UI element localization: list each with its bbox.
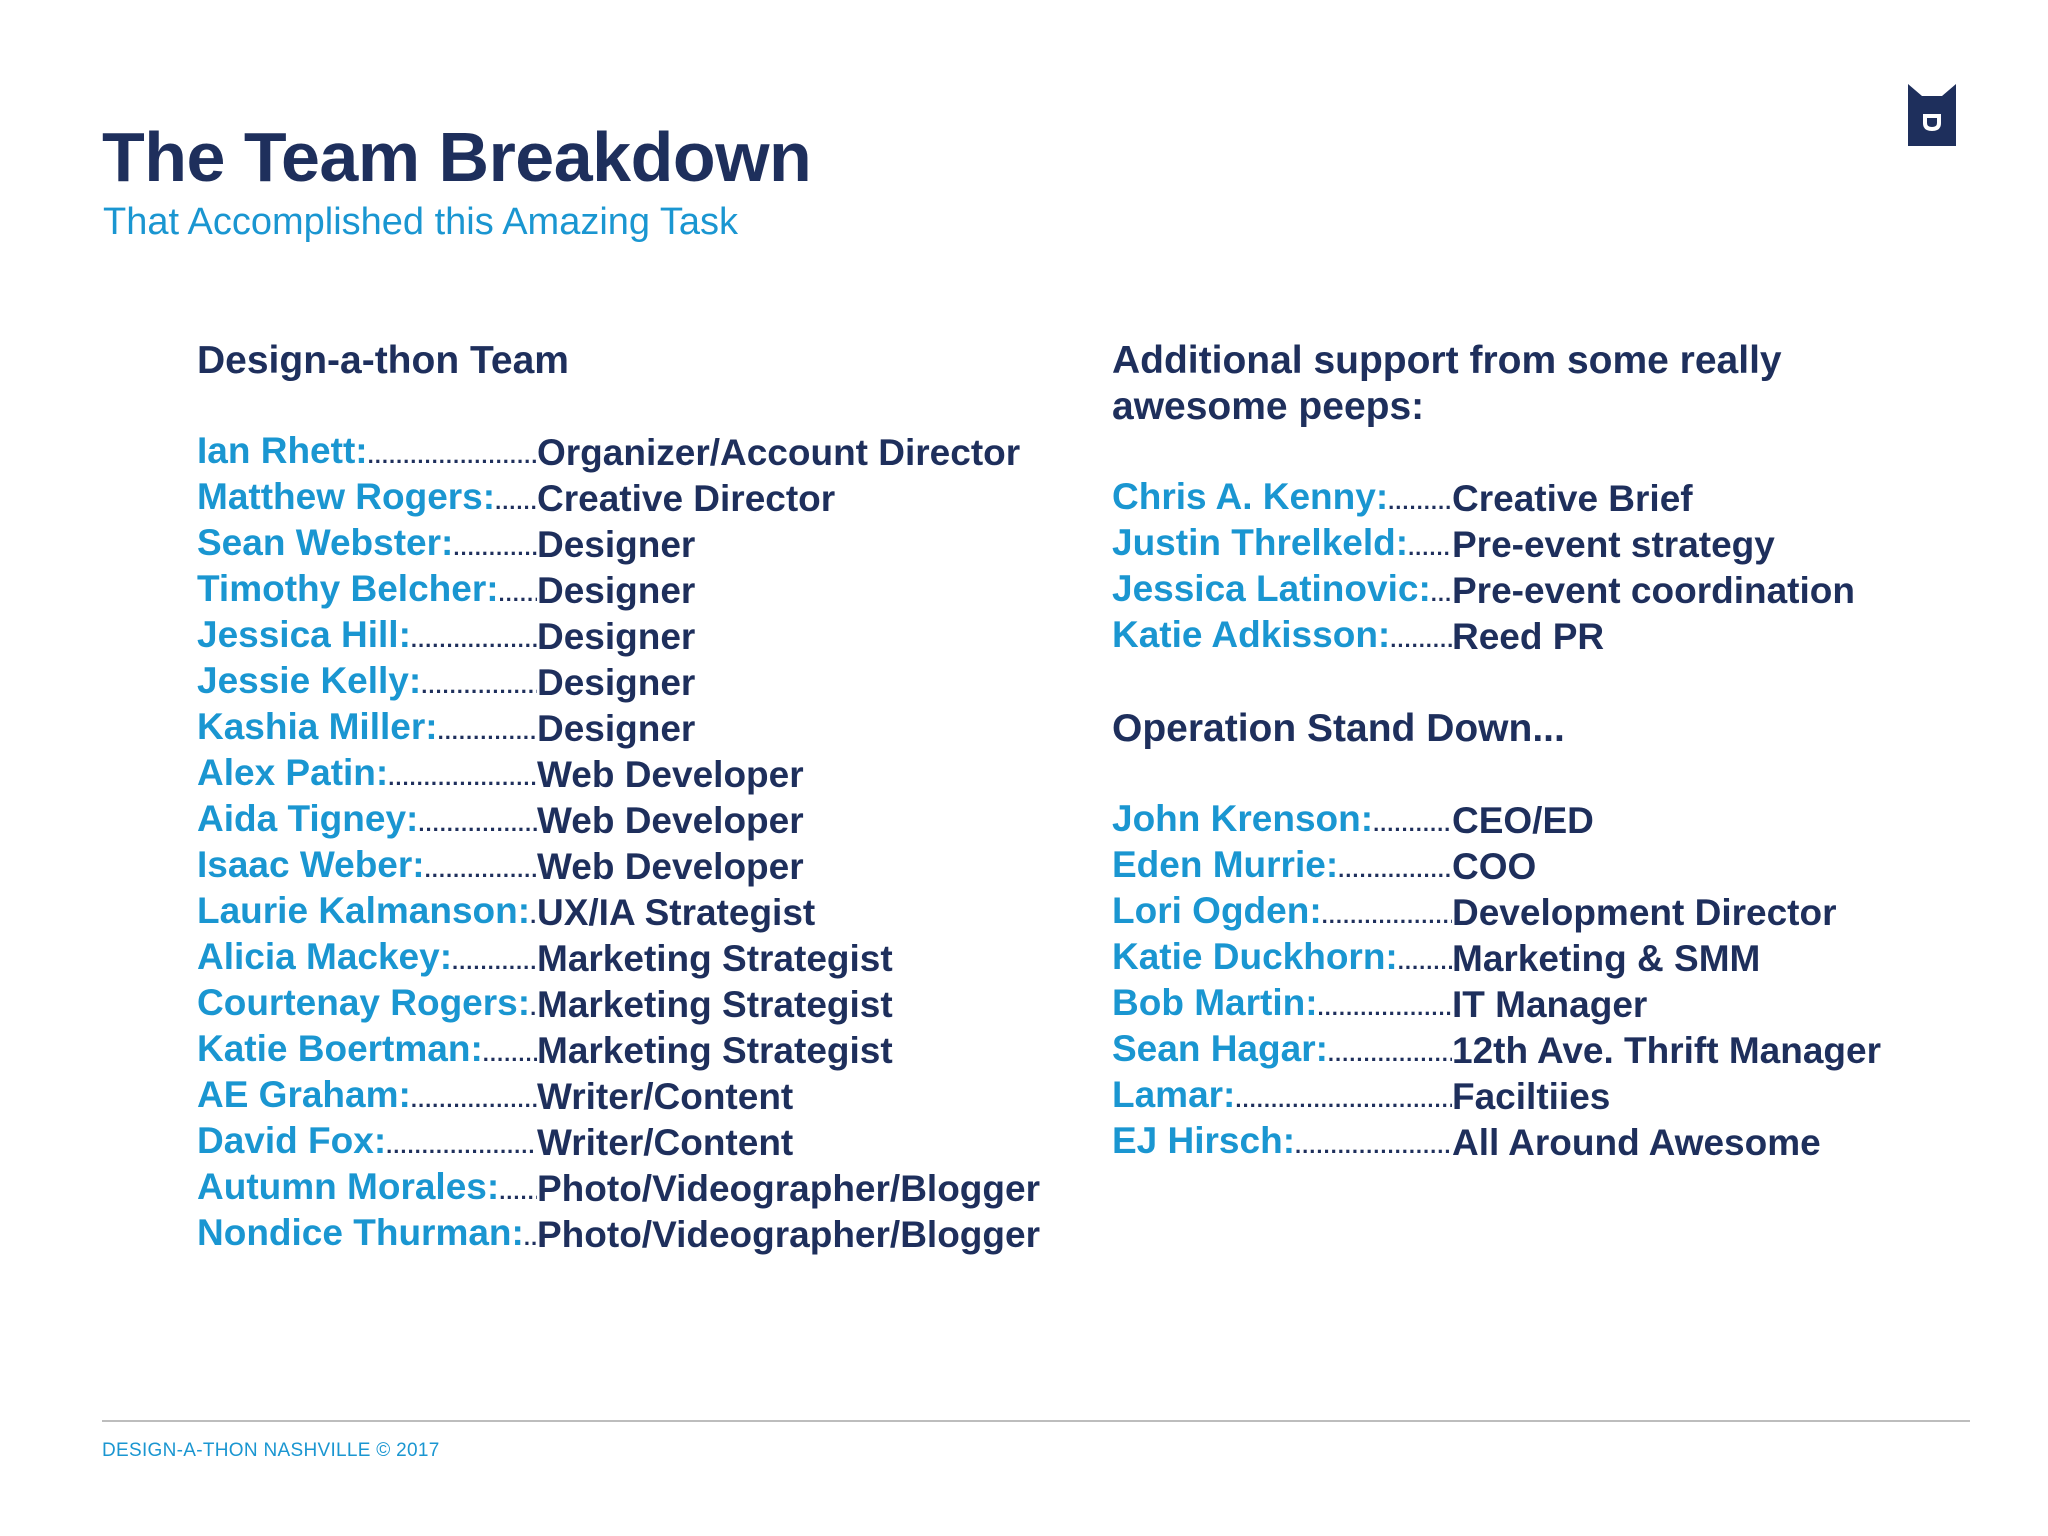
member-name-cell <box>197 474 537 525</box>
member-role: Reed PR <box>1452 616 1605 657</box>
list-item <box>197 982 1040 1028</box>
dot-leader <box>368 433 537 479</box>
member-name-cell <box>1112 1118 1452 1169</box>
member-name-cell <box>197 520 537 571</box>
member-name: EJ Hirsch: <box>1112 1119 1296 1161</box>
member-name: Katie Duckhorn: <box>1112 935 1398 977</box>
list-item <box>1112 614 1855 660</box>
member-name-cell <box>1112 980 1452 1031</box>
member-name: Isaac Weber: <box>197 843 425 885</box>
list-item <box>197 890 1040 936</box>
design-team-list <box>197 430 1040 1258</box>
dot-leader <box>1322 893 1452 939</box>
dot-leader <box>1398 939 1452 985</box>
list-item <box>197 1212 1040 1258</box>
member-name: Nondice Thurman: <box>197 1211 524 1253</box>
member-name-cell <box>197 1164 537 1215</box>
support-heading-line2: awesome peeps: <box>1112 385 1425 428</box>
member-role: 12th Ave. Thrift Manager <box>1452 1030 1882 1071</box>
dot-leader <box>1328 1031 1452 1077</box>
member-name: Aida Tigney: <box>197 797 419 839</box>
member-name-cell <box>197 934 537 985</box>
member-name-cell <box>197 842 537 893</box>
member-name-cell <box>197 658 537 709</box>
member-name: Autumn Morales: <box>197 1165 500 1207</box>
list-item <box>197 706 1040 752</box>
member-role: Writer/Content <box>537 1122 794 1163</box>
list-item <box>197 752 1040 798</box>
list-item <box>1112 890 1881 936</box>
member-role: Marketing Strategist <box>537 1030 893 1071</box>
operation-list <box>1112 798 1881 1166</box>
member-role: Web Developer <box>537 846 804 887</box>
member-name: Jessica Hill: <box>197 613 411 655</box>
dot-leader <box>483 1031 537 1077</box>
member-role: Development Director <box>1452 892 1837 933</box>
member-name-cell <box>197 704 537 755</box>
member-name: Timothy Belcher: <box>197 567 499 609</box>
member-name: Sean Webster: <box>197 521 454 563</box>
member-name-cell <box>1112 520 1452 571</box>
member-name: Chris A. Kenny: <box>1112 475 1389 517</box>
list-item <box>1112 982 1881 1028</box>
member-name: Jessica Latinovic: <box>1112 567 1431 609</box>
list-item <box>1112 522 1855 568</box>
support-list <box>1112 476 1855 660</box>
dot-leader <box>452 939 537 985</box>
dot-leader <box>386 1123 537 1169</box>
member-role: Marketing Strategist <box>537 938 893 979</box>
member-name: Matthew Rogers: <box>197 475 496 517</box>
member-name: Katie Boertman: <box>197 1027 483 1069</box>
member-name-cell <box>1112 612 1452 663</box>
list-item <box>197 1074 1040 1120</box>
member-name-cell <box>1112 1026 1452 1077</box>
list-item <box>197 660 1040 706</box>
member-name-cell <box>197 428 537 479</box>
member-role: Designer <box>537 708 696 749</box>
member-role: Designer <box>537 570 696 611</box>
member-role: All Around Awesome <box>1452 1122 1821 1163</box>
member-name-cell <box>197 1210 537 1261</box>
member-name-cell <box>197 888 537 939</box>
list-item <box>197 844 1040 890</box>
member-name-cell <box>197 980 537 1031</box>
dot-leader <box>499 571 537 617</box>
member-role: Creative Director <box>537 478 836 519</box>
list-item <box>197 1028 1040 1074</box>
member-name-cell <box>1112 796 1452 847</box>
member-role: Photo/Videographer/Blogger <box>537 1214 1040 1255</box>
dot-leader <box>524 1215 537 1261</box>
dot-leader <box>1373 801 1452 847</box>
member-name: Katie Adkisson: <box>1112 613 1391 655</box>
list-item <box>1112 476 1855 522</box>
member-name: Justin Threlkeld: <box>1112 521 1409 563</box>
dot-leader <box>425 847 537 893</box>
member-role: Marketing & SMM <box>1452 938 1761 979</box>
dot-leader <box>453 525 537 571</box>
list-item <box>197 1120 1040 1166</box>
member-name: David Fox: <box>197 1119 387 1161</box>
member-name-cell <box>1112 1072 1452 1123</box>
list-item <box>197 568 1040 614</box>
dot-leader <box>495 479 537 525</box>
dot-leader <box>1390 617 1452 663</box>
member-name: Laurie Kalmanson: <box>197 889 531 931</box>
member-role: Designer <box>537 616 696 657</box>
member-name: Courtenay Rogers: <box>197 981 531 1023</box>
list-item <box>1112 1120 1881 1166</box>
footer-divider <box>102 1420 1970 1422</box>
list-item <box>1112 798 1881 844</box>
list-item <box>1112 1028 1881 1074</box>
member-name: Alex Patin: <box>197 751 389 793</box>
member-role: Designer <box>537 524 696 565</box>
member-role: CEO/ED <box>1452 800 1594 841</box>
member-name-cell <box>197 1026 537 1077</box>
member-role: Pre-event coordination <box>1452 570 1855 611</box>
dot-leader <box>1318 985 1452 1031</box>
dot-leader <box>530 985 537 1031</box>
list-item <box>1112 568 1855 614</box>
member-role: UX/IA Strategist <box>537 892 816 933</box>
dot-leader <box>1235 1077 1452 1123</box>
member-name-cell <box>1112 474 1452 525</box>
dot-leader <box>418 801 537 847</box>
list-item <box>197 614 1040 660</box>
member-name-cell <box>1112 888 1452 939</box>
member-name-cell <box>197 612 537 663</box>
member-role: Marketing Strategist <box>537 984 893 1025</box>
list-item <box>197 522 1040 568</box>
operation-heading: Operation Stand Down... <box>1112 707 1565 750</box>
dot-leader <box>421 663 537 709</box>
member-name: Bob Martin: <box>1112 981 1318 1023</box>
member-role: IT Manager <box>1452 984 1648 1025</box>
page-title: The Team Breakdown <box>102 118 812 196</box>
dot-leader <box>438 709 537 755</box>
dot-leader <box>1408 525 1452 571</box>
member-name: Kashia Miller: <box>197 705 438 747</box>
dot-leader <box>411 617 537 663</box>
dot-leader <box>411 1077 537 1123</box>
list-item <box>1112 844 1881 890</box>
member-name: Eden Murrie: <box>1112 843 1339 885</box>
dot-leader <box>1431 571 1452 617</box>
member-name-cell <box>1112 934 1452 985</box>
member-name: AE Graham: <box>197 1073 411 1115</box>
member-role: Pre-event strategy <box>1452 524 1775 565</box>
member-name-cell <box>197 1118 537 1169</box>
member-role: Web Developer <box>537 754 804 795</box>
member-name-cell <box>1112 566 1452 617</box>
member-name: Alicia Mackey: <box>197 935 453 977</box>
design-team-heading: Design-a-thon Team <box>197 339 569 382</box>
member-name-cell <box>1112 842 1452 893</box>
list-item <box>197 476 1040 522</box>
list-item <box>1112 1074 1881 1120</box>
member-role: Photo/Videographer/Blogger <box>537 1168 1040 1209</box>
support-heading-line1: Additional support from some really <box>1112 339 1782 382</box>
dot-leader <box>499 1169 537 1215</box>
dot-leader <box>530 893 537 939</box>
member-name: John Krenson: <box>1112 797 1374 839</box>
page-subtitle: That Accomplished this Amazing Task <box>103 201 739 243</box>
member-name: Lamar: <box>1112 1073 1236 1115</box>
member-name: Jessie Kelly: <box>197 659 422 701</box>
list-item <box>197 1166 1040 1212</box>
member-role: Faciltiies <box>1452 1076 1611 1117</box>
member-name-cell <box>197 796 537 847</box>
dot-leader <box>1295 1123 1452 1169</box>
member-name-cell <box>197 566 537 617</box>
list-item <box>197 798 1040 844</box>
member-role: Designer <box>537 662 696 703</box>
member-role: Creative Brief <box>1452 478 1693 519</box>
member-role: COO <box>1452 846 1537 887</box>
dot-leader <box>1388 479 1452 525</box>
member-role: Writer/Content <box>537 1076 794 1117</box>
list-item <box>1112 936 1881 982</box>
member-name: Sean Hagar: <box>1112 1027 1328 1069</box>
dot-leader <box>1338 847 1452 893</box>
cat-d-logo-icon <box>1908 84 1956 146</box>
list-item <box>197 430 1040 476</box>
list-item <box>197 936 1040 982</box>
member-name: Lori Ogden: <box>1112 889 1322 931</box>
member-role: Web Developer <box>537 800 804 841</box>
member-name-cell <box>197 750 537 801</box>
member-role: Organizer/Account Director <box>537 432 1021 473</box>
member-name-cell <box>197 1072 537 1123</box>
member-name: Ian Rhett: <box>197 429 368 471</box>
footer-copyright: DESIGN-A-THON NASHVILLE © 2017 <box>102 1440 440 1461</box>
dot-leader <box>388 755 537 801</box>
